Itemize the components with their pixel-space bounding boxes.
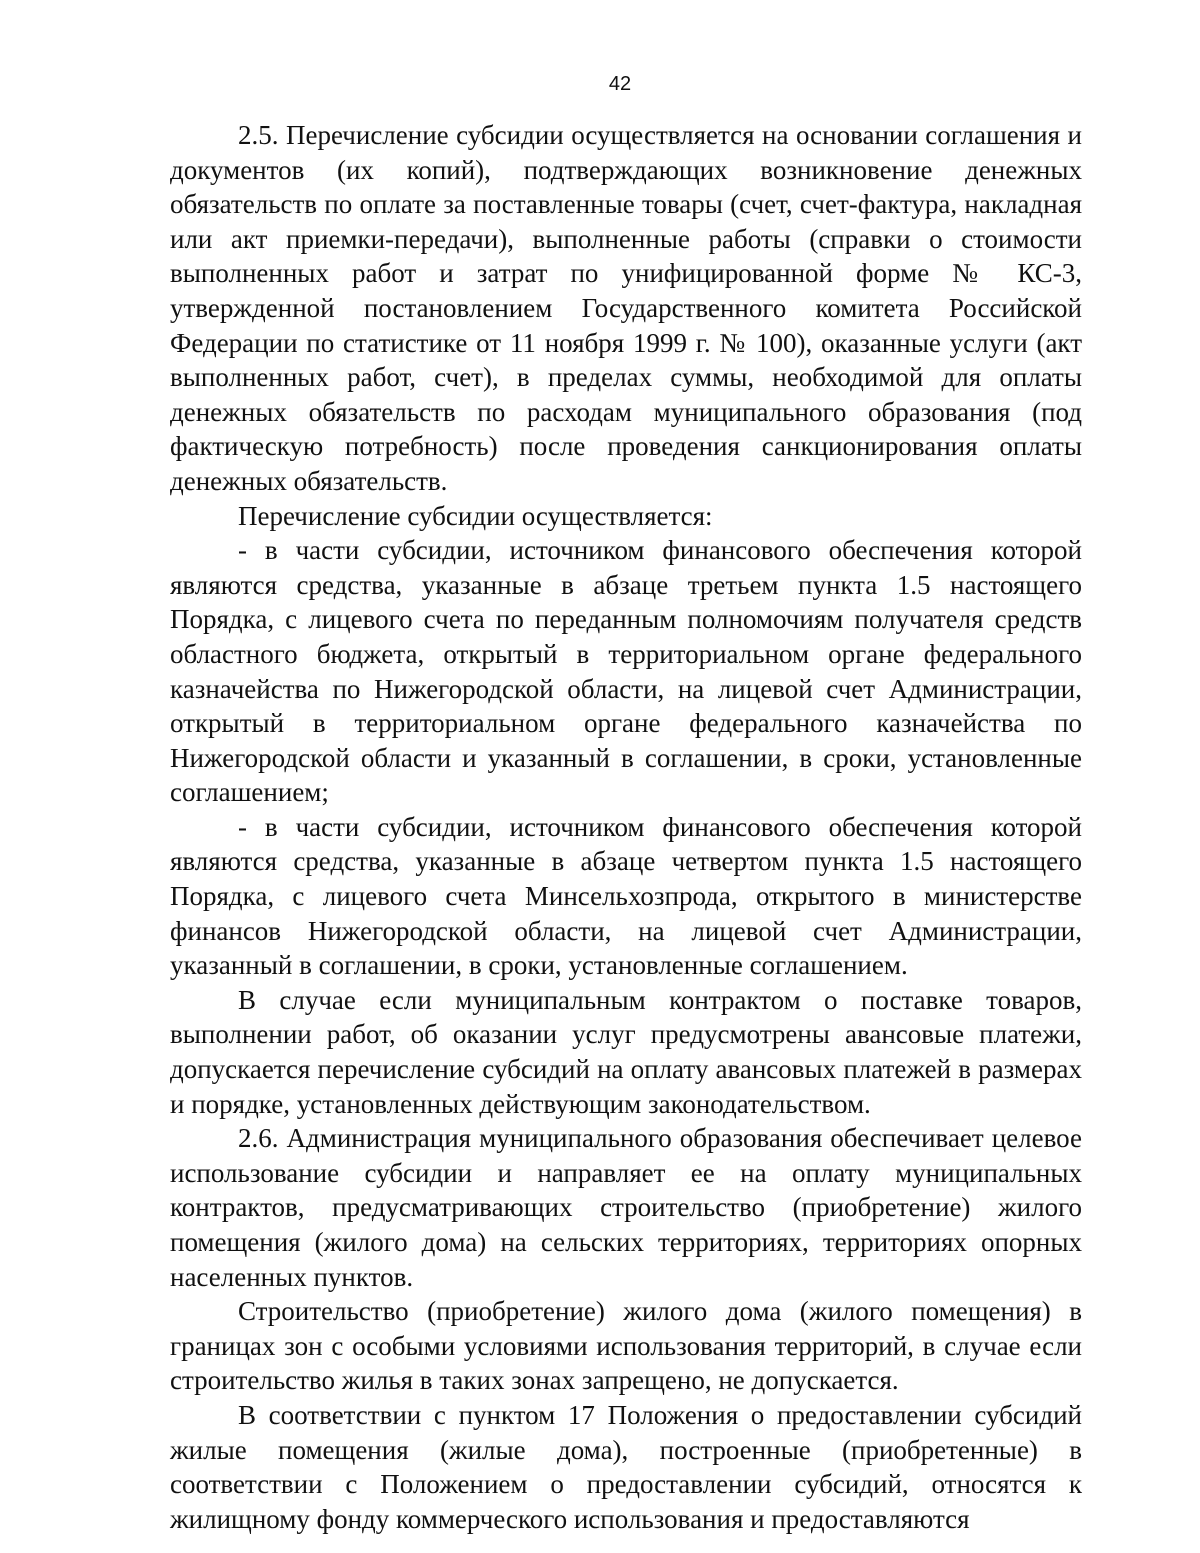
paragraph-advance-payments: В случае если муниципальным контрактом о поставке товаров, выполнении работ, об оказании услуг предусмотрены авансовые платежи, допускается перечисление субсидий на оплату авансовых платежей в размерах и порядке, установленных действующим законодательством. bbox=[170, 984, 1082, 1119]
paragraph-housing-fund: В соответствии с пунктом 17 Положения о предоставлении субсидий жилые помещения (жилые дома), построенные (приобретенные) в соответствии с Положением о предоставлении субсидий, относятся к жилищному фонду коммерческого использования и предоставляются bbox=[170, 1399, 1082, 1534]
paragraph-2-5: 2.5. Перечисление субсидии осуществляется на основании соглашения и документов (их копий), подтверждающих возникновение денежных обязательств по оплате за поставленные товары (счет, счет-фактура, накладная или акт приемки-передачи), выполненные работы (справки о стоимости выполненных работ и затрат по унифицированной форме № КС-3, утвержденной постановлением Государственного комитета Российской Федерации по статистике от 11 ноября 1999 г. № 100), оказанные услуги (акт выполненных работ, счет), в пределах суммы, необходимой для оплаты денежных обязательств по расходам муниципального образования (под фактическую потребность) после проведения санкционирования оплаты денежных обязательств. bbox=[170, 120, 1082, 496]
paragraph-transfer-item-2: - в части субсидии, источником финансового обеспечения которой являются средства, указанные в абзаце четвертом пункта 1.5 настоящего Порядка, с лицевого счета Минсельхозпрода, открытого в министерстве финансов Нижегородской области, на лицевой счет Администрации, указанный в соглашении, в сроки, установленные соглашением. bbox=[170, 811, 1082, 981]
document-body bbox=[170, 118, 1082, 1536]
paragraph-transfer-intro: Перечисление субсидии осуществляется: bbox=[238, 500, 713, 531]
page-number: 42 bbox=[608, 73, 632, 95]
paragraph-restricted-zones: Строительство (приобретение) жилого дома (жилого помещения) в границах зон с особыми условиями использования территорий, в случае если строительство жилья в таких зонах запрещено, не допускается. bbox=[170, 1296, 1082, 1396]
paragraph-2-6: 2.6. Администрация муниципального образования обеспечивает целевое использование субсидии и направляет ее на оплату муниципальных контрактов, предусматривающих строительство (приобретение) жилого помещения (жилого дома) на сельских территориях, территориях опорных населенных пунктов. bbox=[170, 1123, 1082, 1292]
paragraph-transfer-item-1: - в части субсидии, источником финансового обеспечения которой являются средства, указанные в абзаце третьем пункта 1.5 настоящего Порядка, с лицевого счета по переданным полномочиям получателя средств областного бюджета, открытый в территориальном органе федерального казначейства по Нижегородской области, на лицевой счет Администрации, открытый в территориальном органе федерального казначейства по Нижегородской области и указанный в соглашении, в сроки, установленные соглашением; bbox=[170, 535, 1082, 808]
